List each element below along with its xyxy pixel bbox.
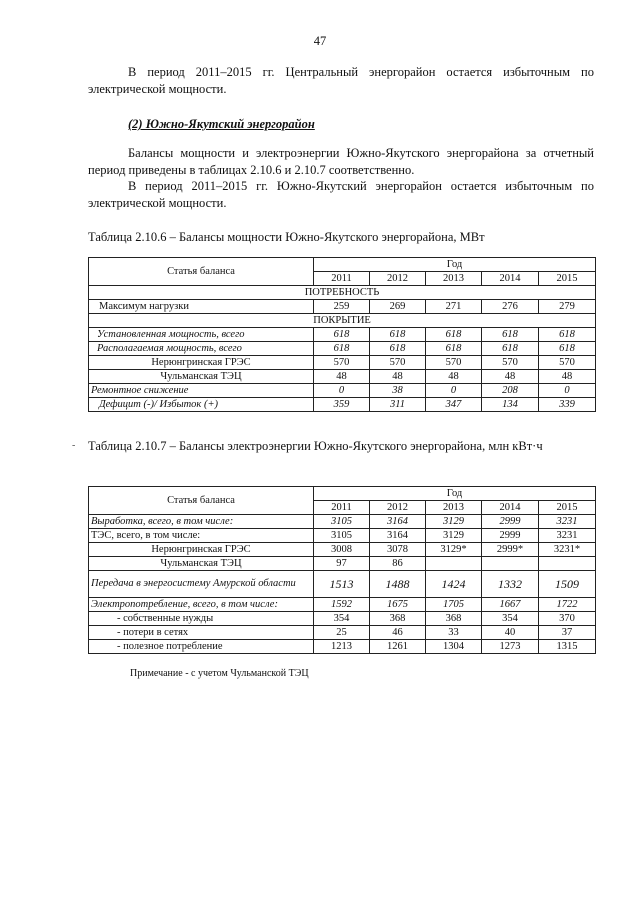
cell: 618 [482, 328, 539, 342]
cell: 347 [426, 398, 482, 412]
cell: 1488 [370, 571, 426, 598]
row-label: Установленная мощность, всего [89, 328, 314, 342]
table-row [89, 626, 596, 640]
row-label: Передача в энергосистему Амурской области [89, 571, 314, 598]
table2-year: 2011 [314, 501, 370, 515]
cell: 311 [370, 398, 426, 412]
cell: 3231 [539, 529, 596, 543]
row-label: - полезное потребление [89, 640, 314, 654]
table-row [89, 384, 596, 398]
cell: 1424 [426, 571, 482, 598]
cell: 48 [539, 370, 596, 384]
cell: 368 [426, 612, 482, 626]
power-balance-table [88, 257, 596, 412]
cell: 0 [314, 384, 370, 398]
cell: 33 [426, 626, 482, 640]
cell [482, 557, 539, 571]
cell: 618 [426, 342, 482, 356]
cell: 1667 [482, 598, 539, 612]
cell: 3164 [370, 515, 426, 529]
cell: 570 [370, 356, 426, 370]
table-row [89, 515, 596, 529]
cell: 2999 [482, 529, 539, 543]
cell: 0 [426, 384, 482, 398]
row-label: Ремонтное снижение [89, 384, 314, 398]
row-label: Чульманская ТЭЦ [89, 557, 314, 571]
cell: 1592 [314, 598, 370, 612]
cell: 618 [314, 342, 370, 356]
cell: 368 [370, 612, 426, 626]
table2-year: 2013 [426, 501, 482, 515]
table-row [89, 612, 596, 626]
cell: 48 [426, 370, 482, 384]
cell: 3129 [426, 515, 482, 529]
cell: 3105 [314, 529, 370, 543]
row-label: Нерюнгринская ГРЭС [89, 356, 314, 370]
cell: 570 [314, 356, 370, 370]
table-row [89, 571, 596, 598]
table-row [89, 328, 596, 342]
table-row [89, 529, 596, 543]
table-row [89, 370, 596, 384]
cell [426, 557, 482, 571]
cell: 3129* [426, 543, 482, 557]
cell: 2999 [482, 515, 539, 529]
table1-section-coverage: ПОКРЫТИЕ [89, 314, 596, 328]
cell: 1261 [370, 640, 426, 654]
table1-year: 2012 [370, 272, 426, 286]
cell: 1722 [539, 598, 596, 612]
cell: 1509 [539, 571, 596, 598]
cell: 40 [482, 626, 539, 640]
cell: 1332 [482, 571, 539, 598]
cell: 618 [314, 328, 370, 342]
table2-year: 2015 [539, 501, 596, 515]
cell: 46 [370, 626, 426, 640]
table1-caption: Таблица 2.10.6 – Балансы мощности Южно-Якутского энергорайона, МВт [88, 230, 485, 244]
table-row [89, 640, 596, 654]
cell: 276 [482, 300, 539, 314]
page-number: 47 [313, 34, 327, 48]
cell: 134 [482, 398, 539, 412]
cell: 339 [539, 398, 596, 412]
paragraph-central-region: В период 2011–2015 гг. Центральный энергорайон остается избыточным по электрической мощности. [88, 65, 594, 96]
cell: 0 [539, 384, 596, 398]
margin-mark: - [72, 440, 76, 451]
row-label: Располагаемая мощность, всего [89, 342, 314, 356]
cell: 2999* [482, 543, 539, 557]
table1-year: 2011 [314, 272, 370, 286]
cell: 3164 [370, 529, 426, 543]
cell: 1513 [314, 571, 370, 598]
table1-year: 2013 [426, 272, 482, 286]
cell: 618 [539, 328, 596, 342]
cell: 3129 [426, 529, 482, 543]
cell: 3231 [539, 515, 596, 529]
table1-year: 2015 [539, 272, 596, 286]
table-row [89, 557, 596, 571]
cell: 48 [314, 370, 370, 384]
row-label: - потери в сетях [89, 626, 314, 640]
table-row [89, 598, 596, 612]
table2-column-header: Статья баланса [89, 487, 314, 515]
cell: 618 [370, 342, 426, 356]
paragraph-south-yakutsk-surplus: В период 2011–2015 гг. Южно-Якутский энергорайон остается избыточным по электрической мощности. [88, 179, 594, 210]
cell: 618 [539, 342, 596, 356]
table1-column-header: Статья баланса [89, 258, 314, 286]
cell: 1705 [426, 598, 482, 612]
cell: 1315 [539, 640, 596, 654]
cell: 38 [370, 384, 426, 398]
cell: 269 [370, 300, 426, 314]
table-row [89, 300, 596, 314]
table2-year-header: Год [314, 487, 596, 501]
table2-year: 2014 [482, 501, 539, 515]
cell: 86 [370, 557, 426, 571]
table-row [89, 356, 596, 370]
cell: 3105 [314, 515, 370, 529]
row-label: Максимум нагрузки [89, 300, 314, 314]
row-label: Нерюнгринская ГРЭС [89, 543, 314, 557]
table1-year: 2014 [482, 272, 539, 286]
cell: 48 [370, 370, 426, 384]
cell: 1675 [370, 598, 426, 612]
cell: 359 [314, 398, 370, 412]
cell: 370 [539, 612, 596, 626]
cell: 25 [314, 626, 370, 640]
cell: 259 [314, 300, 370, 314]
cell: 618 [426, 328, 482, 342]
cell: 354 [314, 612, 370, 626]
table1-year-header: Год [314, 258, 596, 272]
table2-note: Примечание - с учетом Чульманской ТЭЦ [130, 668, 309, 679]
cell: 570 [426, 356, 482, 370]
table2-year: 2012 [370, 501, 426, 515]
table2-caption: Таблица 2.10.7 – Балансы электроэнергии Южно-Якутского энергорайона, млн кВт·ч [88, 439, 543, 453]
table1-section-demand: ПОТРЕБНОСТЬ [89, 286, 596, 300]
cell: 570 [539, 356, 596, 370]
cell: 208 [482, 384, 539, 398]
table-row [89, 398, 596, 412]
cell: 271 [426, 300, 482, 314]
cell: 48 [482, 370, 539, 384]
row-label: Выработка, всего, в том числе: [89, 515, 314, 529]
row-label: - собственные нужды [89, 612, 314, 626]
cell: 618 [482, 342, 539, 356]
cell: 3008 [314, 543, 370, 557]
cell: 37 [539, 626, 596, 640]
cell: 3078 [370, 543, 426, 557]
cell: 3231* [539, 543, 596, 557]
cell: 618 [370, 328, 426, 342]
cell: 570 [482, 356, 539, 370]
cell: 1273 [482, 640, 539, 654]
paragraph-balances-intro: Балансы мощности и электроэнергии Южно-Якутского энергорайона за отчетный период приведены в таблицах 2.10.6 и 2.10.7 соответственно. [88, 146, 594, 177]
table-row [89, 543, 596, 557]
cell [539, 557, 596, 571]
row-label: Электропотребление, всего, в том числе: [89, 598, 314, 612]
cell: 1213 [314, 640, 370, 654]
cell: 1304 [426, 640, 482, 654]
cell: 97 [314, 557, 370, 571]
row-label: ТЭС, всего, в том числе: [89, 529, 314, 543]
row-label: Чульманская ТЭЦ [89, 370, 314, 384]
energy-balance-table [88, 486, 596, 654]
table-row [89, 342, 596, 356]
cell: 279 [539, 300, 596, 314]
row-label: Дефицит (-)/ Избыток (+) [89, 398, 314, 412]
section-heading: (2) Южно-Якутский энергорайон [128, 117, 315, 131]
cell: 354 [482, 612, 539, 626]
